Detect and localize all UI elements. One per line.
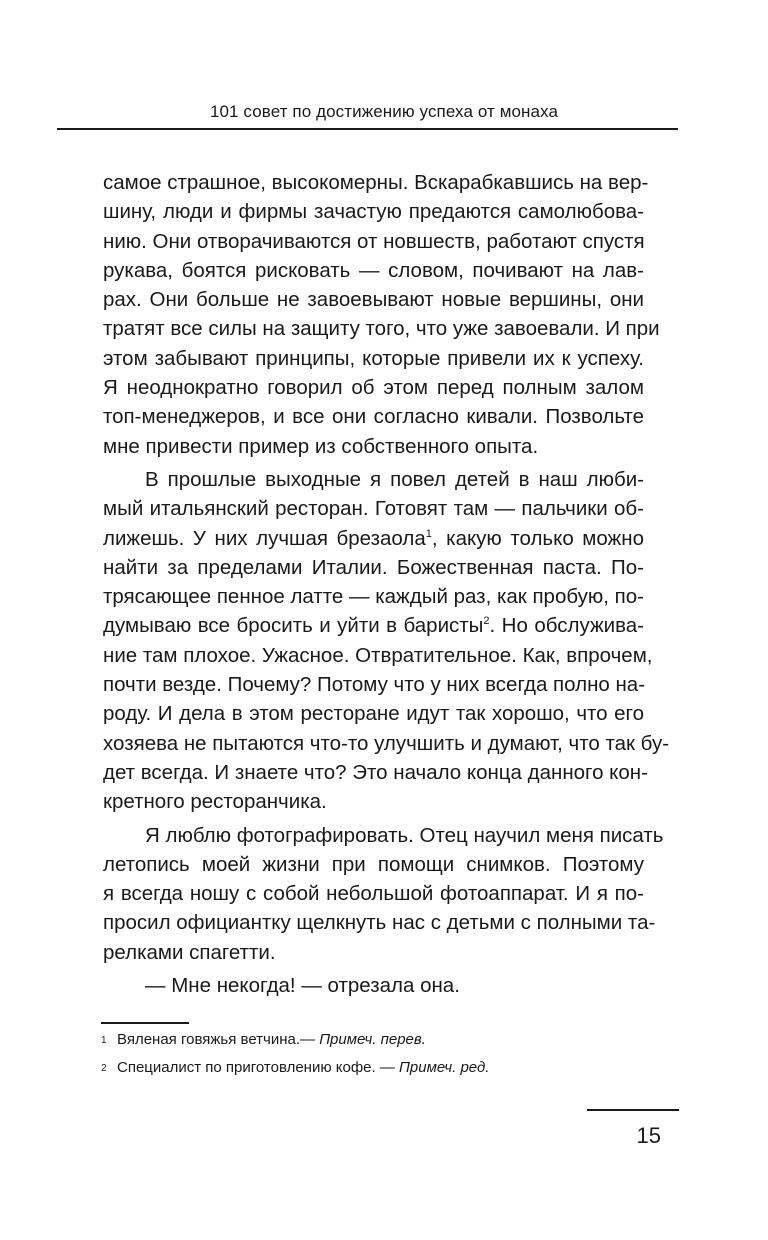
footnote-ref-1: 1 [425,527,432,540]
footnote-divider [101,1022,189,1024]
page-number-divider [587,1109,679,1111]
text-line: топ-менеджеров, и все они согласно кивали. Позвольте [103,405,644,429]
text-line: мне привести пример из собственного опыта. [103,434,539,458]
text-line: тратят все силы на защиту того, что уже завоевали. И при [103,317,660,341]
text-line: шину, люди и фирмы зачастую предаются самолюбова- [103,200,644,224]
footnote-1 [101,1031,426,1050]
text-line: рах. Они больше не завоевывают новые вершины, они [103,288,644,312]
text-line: хозяева не пытаются что-то улучшить и думают, что так бу- [103,731,670,755]
text-line: летопись моей жизни при помощи снимков. Поэтому [103,852,644,876]
text-line: — Мне некогда! — отрезала она. [145,974,460,998]
footnote-text: Вяленая говяжья ветчина.— [117,1031,320,1048]
text-line: дет всегда. И знаете что? Это начало конца данного кон- [103,760,648,784]
text-line: Я неоднократно говорил об этом перед полным залом [103,376,644,400]
text-segment: лижешь. У них лучшая брезаола [103,526,426,550]
text-line: В прошлые выходные я повел детей в наш люби- [145,467,644,491]
text-line: рукава, боятся рисковать — словом, почивают на лав- [103,258,644,282]
footnote-note: Примеч. перев. [319,1031,426,1048]
text-line: трясающее пенное латте — каждый раз, как пробую, по- [103,585,644,609]
text-line: кретного ресторанчика. [103,790,327,814]
text-line-with-footnote [103,611,644,640]
text-line: этом забывают принципы, которые привели их к успеху. [103,346,644,370]
text-segment: . Но обслужива- [489,614,645,638]
body-text [103,168,670,1000]
text-line: роду. И дела в этом ресторане идут так хорошо, что его [103,702,644,726]
text-segment: думываю все бросить и уйти в баристы [103,614,484,638]
footnote-number: 2 [101,1063,107,1074]
text-line: мый итальянский ресторан. Готовят там — пальчики об- [103,497,644,521]
text-line: самое страшное, высокомерны. Вскарабкавшись на вер- [103,171,649,194]
text-line-with-footnote [103,524,644,553]
footnote-number: 1 [101,1035,107,1046]
text-line: почти везде. Почему? Потому что у них всегда полно на- [103,673,646,697]
page-number: 15 [636,1123,661,1148]
footnote-note: Примеч. ред. [399,1059,490,1076]
text-line: найти за пределами Италии. Божественная паста. По- [103,555,644,579]
text-segment: , какую только можно [431,526,644,550]
text-line: релками спагетти. [103,940,276,964]
header-divider [57,128,678,130]
footnote-text: Специалист по приготовлению кофе. — [117,1059,400,1076]
text-line: я всегда ношу с собой небольшой фотоаппарат. И я по- [103,882,644,906]
text-line: просил официантку щелкнуть нас с детьми с полными та- [103,911,656,935]
text-line: нию. Они отворачиваются от новшеств, работают спустя [103,229,645,253]
footnote-2 [101,1059,489,1078]
running-header: 101 совет по достижению успеха от монаха [209,102,559,121]
text-line: Я люблю фотографировать. Отец научил меня писать [145,823,664,847]
footnote-ref-2: 2 [483,615,490,628]
text-line: ние там плохое. Ужасное. Отвратительное. Как, впрочем, [103,643,653,667]
